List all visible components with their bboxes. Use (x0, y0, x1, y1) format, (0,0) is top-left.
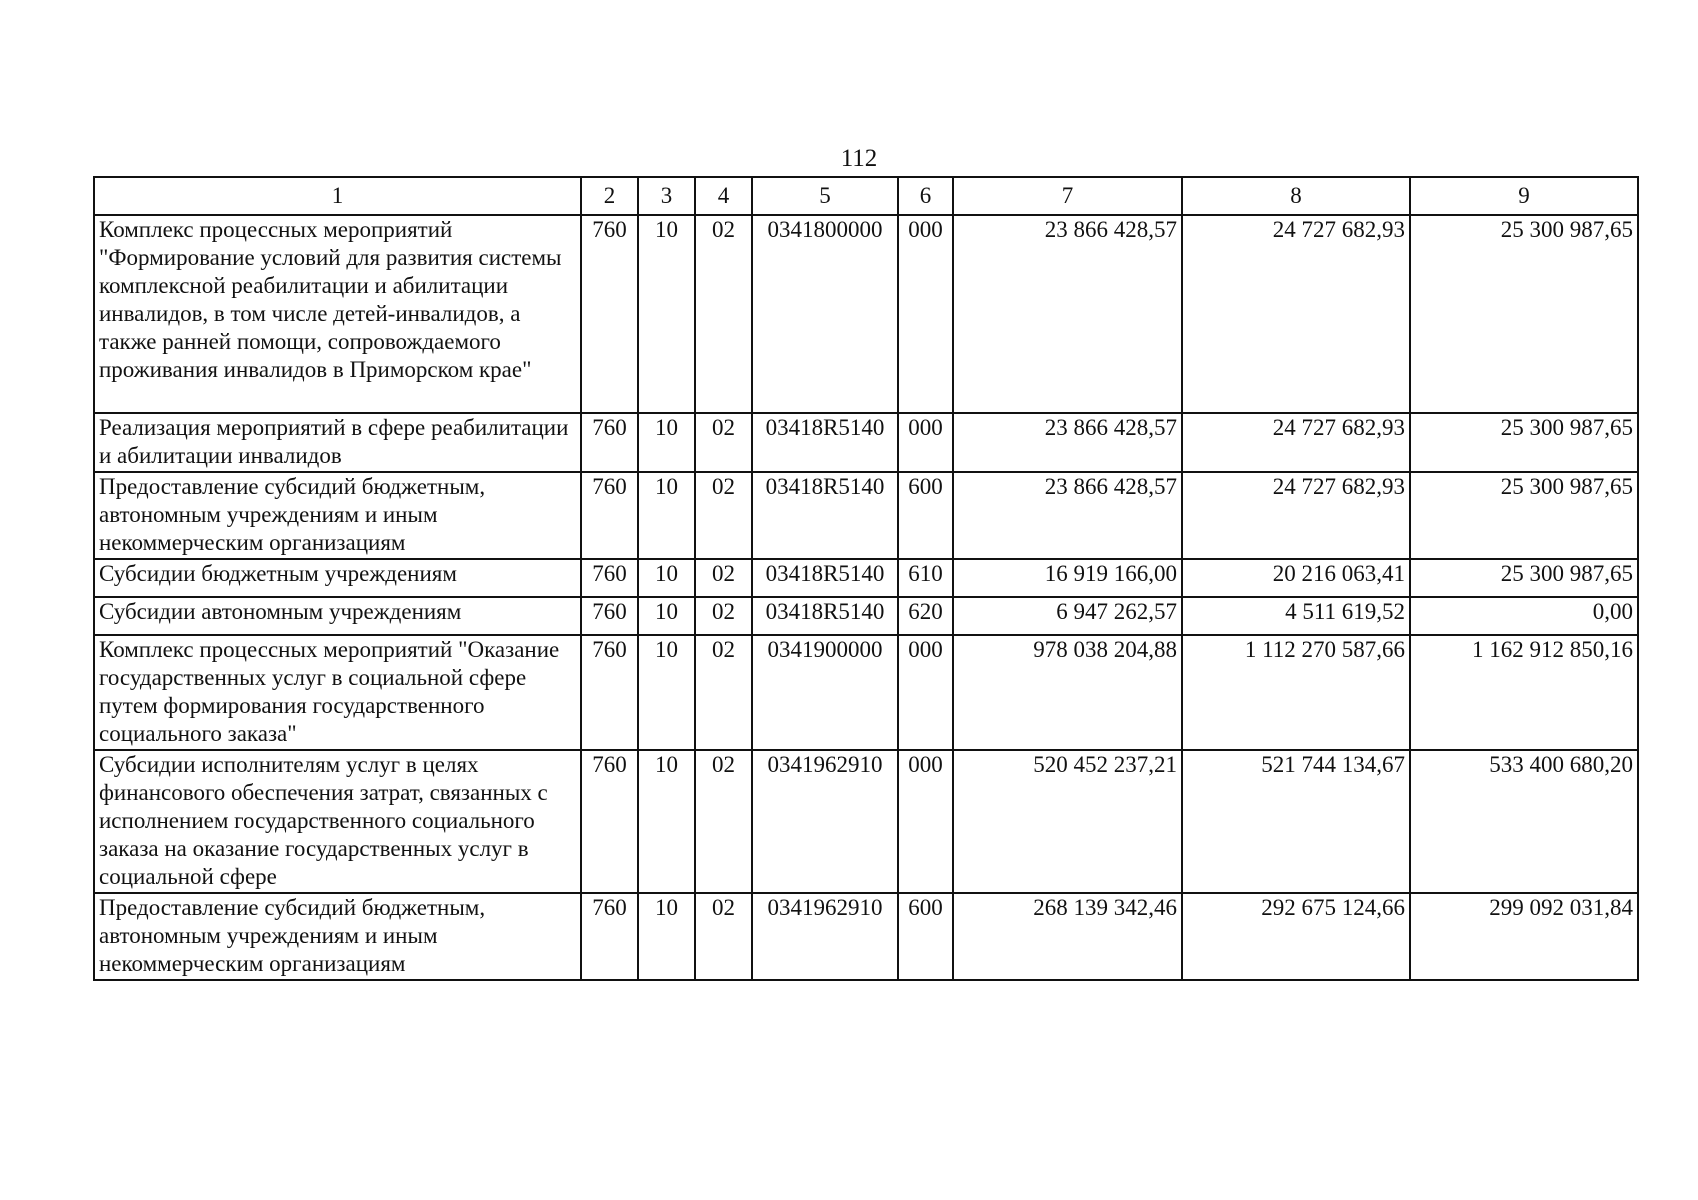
amount-col-7: 23 866 428,57 (953, 215, 1182, 413)
amount-col-9: 299 092 031,84 (1410, 893, 1638, 980)
section-code: 10 (638, 597, 695, 635)
row-name: Предоставление субсидий бюджетным, автономным учреждениям и иным некоммерческим организациям (94, 472, 581, 559)
expense-type-code: 600 (898, 472, 953, 559)
ministry-code: 760 (581, 635, 638, 750)
ministry-code: 760 (581, 472, 638, 559)
header-cell: 9 (1410, 177, 1638, 215)
table-row (94, 472, 1638, 559)
amount-col-7: 23 866 428,57 (953, 472, 1182, 559)
expense-type-code: 600 (898, 893, 953, 980)
amount-col-9: 1 162 912 850,16 (1410, 635, 1638, 750)
page-number: 112 (840, 145, 878, 172)
row-name: Реализация мероприятий в сфере реабилитации и абилитации инвалидов (94, 413, 581, 472)
table-row (94, 635, 1638, 750)
amount-col-7: 6 947 262,57 (953, 597, 1182, 635)
target-code: 03418R5140 (752, 559, 898, 597)
section-code: 10 (638, 215, 695, 413)
ministry-code: 760 (581, 893, 638, 980)
section-code: 10 (638, 893, 695, 980)
subsection-code: 02 (695, 413, 752, 472)
row-name: Комплекс процессных мероприятий "Оказание государственных услуг в социальной сфере путем формирования государственного социального заказа" (94, 635, 581, 750)
header-cell: 7 (953, 177, 1182, 215)
header-row (94, 177, 1638, 215)
subsection-code: 02 (695, 750, 752, 893)
section-code: 10 (638, 413, 695, 472)
header-cell: 4 (695, 177, 752, 215)
ministry-code: 760 (581, 215, 638, 413)
amount-col-9: 25 300 987,65 (1410, 559, 1638, 597)
expense-type-code: 610 (898, 559, 953, 597)
section-code: 10 (638, 635, 695, 750)
ministry-code: 760 (581, 413, 638, 472)
amount-col-9: 25 300 987,65 (1410, 472, 1638, 559)
row-name: Субсидии исполнителям услуг в целях финансового обеспечения затрат, связанных с исполнением государственного социального заказа на оказание государственных услуг в социальной сфере (94, 750, 581, 893)
header-cell: 3 (638, 177, 695, 215)
amount-col-8: 4 511 619,52 (1182, 597, 1410, 635)
amount-col-9: 25 300 987,65 (1410, 413, 1638, 472)
table-row (94, 559, 1638, 597)
ministry-code: 760 (581, 750, 638, 893)
header-cell: 2 (581, 177, 638, 215)
target-code: 0341800000 (752, 215, 898, 413)
header-cell: 6 (898, 177, 953, 215)
amount-col-7: 16 919 166,00 (953, 559, 1182, 597)
amount-col-8: 24 727 682,93 (1182, 413, 1410, 472)
target-code: 0341962910 (752, 893, 898, 980)
table-row (94, 597, 1638, 635)
budget-table (93, 176, 1639, 981)
expense-type-code: 620 (898, 597, 953, 635)
header-cell: 5 (752, 177, 898, 215)
amount-col-7: 978 038 204,88 (953, 635, 1182, 750)
amount-col-8: 521 744 134,67 (1182, 750, 1410, 893)
amount-col-8: 24 727 682,93 (1182, 215, 1410, 413)
table-row (94, 215, 1638, 413)
ministry-code: 760 (581, 597, 638, 635)
subsection-code: 02 (695, 635, 752, 750)
row-name: Предоставление субсидий бюджетным, автономным учреждениям и иным некоммерческим организациям (94, 893, 581, 980)
subsection-code: 02 (695, 559, 752, 597)
subsection-code: 02 (695, 472, 752, 559)
table-row (94, 413, 1638, 472)
target-code: 03418R5140 (752, 597, 898, 635)
amount-col-8: 20 216 063,41 (1182, 559, 1410, 597)
subsection-code: 02 (695, 215, 752, 413)
expense-type-code: 000 (898, 413, 953, 472)
header-cell: 8 (1182, 177, 1410, 215)
amount-col-8: 1 112 270 587,66 (1182, 635, 1410, 750)
amount-col-9: 0,00 (1410, 597, 1638, 635)
target-code: 03418R5140 (752, 472, 898, 559)
table-row (94, 893, 1638, 980)
subsection-code: 02 (695, 597, 752, 635)
amount-col-7: 23 866 428,57 (953, 413, 1182, 472)
target-code: 03418R5140 (752, 413, 898, 472)
subsection-code: 02 (695, 893, 752, 980)
amount-col-8: 24 727 682,93 (1182, 472, 1410, 559)
expense-type-code: 000 (898, 635, 953, 750)
expense-type-code: 000 (898, 215, 953, 413)
expense-type-code: 000 (898, 750, 953, 893)
row-name: Субсидии бюджетным учреждениям (94, 559, 581, 597)
ministry-code: 760 (581, 559, 638, 597)
amount-col-9: 25 300 987,65 (1410, 215, 1638, 413)
amount-col-7: 520 452 237,21 (953, 750, 1182, 893)
section-code: 10 (638, 559, 695, 597)
target-code: 0341900000 (752, 635, 898, 750)
section-code: 10 (638, 472, 695, 559)
amount-col-8: 292 675 124,66 (1182, 893, 1410, 980)
amount-col-7: 268 139 342,46 (953, 893, 1182, 980)
header-cell: 1 (94, 177, 581, 215)
table-row (94, 750, 1638, 893)
section-code: 10 (638, 750, 695, 893)
row-name: Комплекс процессных мероприятий "Формирование условий для развития системы комплексной реабилитации и абилитации инвалидов, в том числе детей-инвалидов, а также ранней помощи, сопровождаемого проживания инвалидов в Приморском крае" (94, 215, 581, 413)
target-code: 0341962910 (752, 750, 898, 893)
amount-col-9: 533 400 680,20 (1410, 750, 1638, 893)
row-name: Субсидии автономным учреждениям (94, 597, 581, 635)
